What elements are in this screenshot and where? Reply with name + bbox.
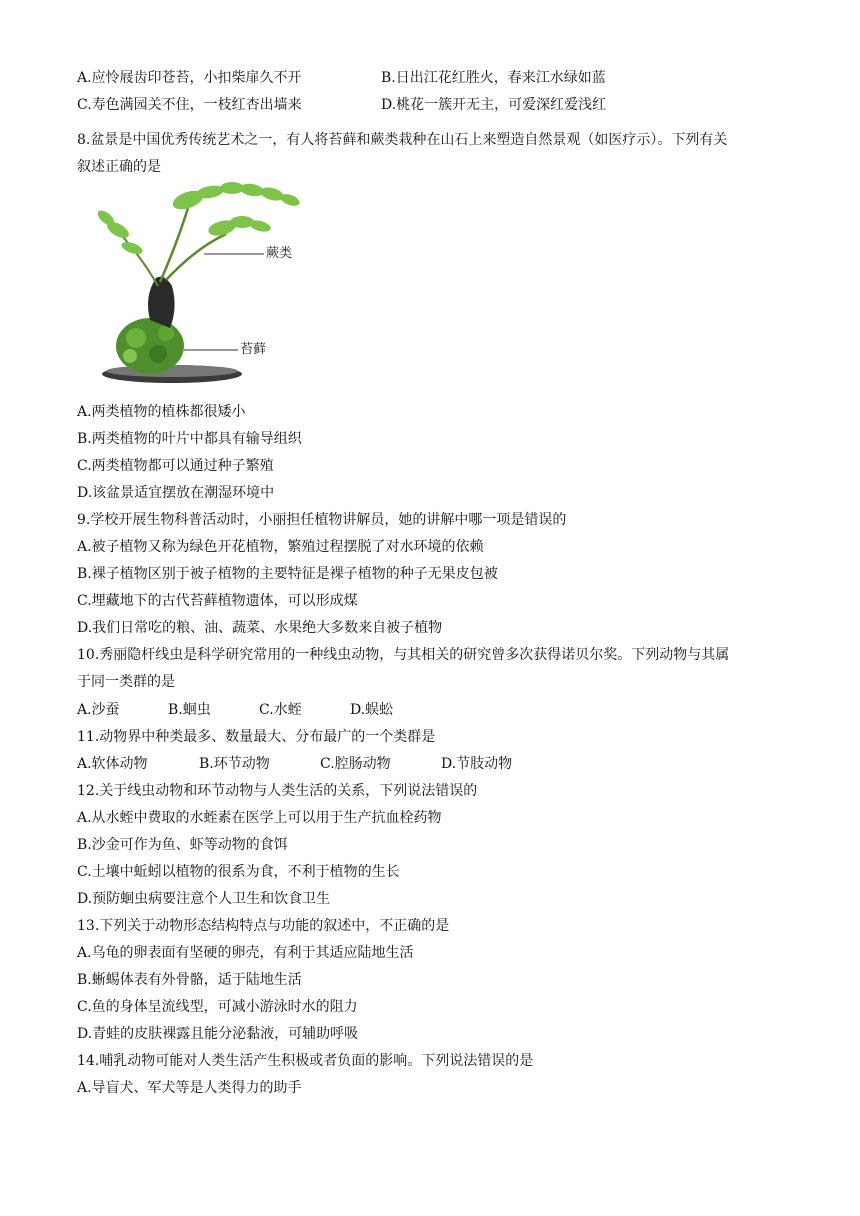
q13-option-c: C.鱼的身体呈流线型，可减小游泳时水的阻力	[77, 999, 358, 1015]
q11-stem: 11.动物界中种类最多、数量最大、分布最广的一个类群是	[77, 729, 436, 745]
q11-option-a: A.软体动物	[77, 756, 148, 772]
q12-option-d: D.预防蛔虫病要注意个人卫生和饮食卫生	[77, 891, 331, 907]
q9-option-c: C.埋藏地下的古代苔藓植物遗体，可以形成煤	[77, 593, 358, 609]
q12-stem: 12.关于线虫动物和环节动物与人类生活的关系，下列说法错误的	[77, 783, 478, 799]
bonsai-illustration	[92, 178, 312, 390]
q8-option-a: A.两类植物的植株都很矮小	[77, 404, 246, 420]
q10-stem-line1: 10.秀丽隐杆线虫是科学研究常用的一种线虫动物，与其相关的研究曾多次获得诺贝尔奖。下列动物与其属	[77, 647, 730, 663]
q9-option-b: B.裸子植物区别于被子植物的主要特征是裸子植物的种子无果皮包被	[77, 566, 498, 582]
q7-option-d: D.桃花一簇开无主，可爱深红爱浅红	[381, 97, 607, 113]
q11-option-d: D.节肢动物	[441, 756, 513, 772]
q13-option-b: B.蜥蜴体表有外骨骼，适于陆地生活	[77, 972, 302, 988]
q7-option-c: C.寿色满园关不住，一枝红杏出墙来	[77, 97, 302, 113]
q13-stem: 13.下列关于动物形态结构特点与功能的叙述中，不正确的是	[77, 918, 450, 934]
q9-option-d: D.我们日常吃的粮、油、蔬菜、水果绝大多数来自被子植物	[77, 620, 443, 636]
q8-option-b: B.两类植物的叶片中都具有输导组织	[77, 431, 302, 447]
q12-option-b: B.沙金可作为鱼、虾等动物的食饵	[77, 837, 288, 853]
q14-stem: 14.哺乳动物可能对人类生活产生积极或者负面的影响。下列说法错误的是	[77, 1053, 534, 1069]
q11-option-b: B.环节动物	[199, 756, 270, 772]
q14-option-a: A.导盲犬、军犬等是人类得力的助手	[77, 1080, 302, 1096]
q8-stem-line1: 8.盆景是中国优秀传统艺术之一，有人将苔藓和蕨类栽种在山石上来塑造自然景观（如医疗示）。下列有关	[77, 132, 728, 148]
q9-stem: 9.学校开展生物科普活动时，小丽担任植物讲解员，她的讲解中哪一项是错误的	[77, 512, 567, 528]
q11-option-c: C.腔肠动物	[320, 756, 391, 772]
q10-option-c: C.水蛭	[259, 702, 302, 718]
q13-option-d: D.青蛙的皮肤裸露且能分泌黏液，可辅助呼吸	[77, 1026, 359, 1042]
q8-stem-line2: 叙述正确的是	[77, 159, 161, 175]
q7-option-b: B.日出江花红胜火，春来江水绿如蓝	[381, 70, 606, 86]
q13-option-a: A.乌龟的卵表面有坚硬的卵壳，有利于其适应陆地生活	[77, 945, 414, 961]
q8-option-d: D.该盆景适宜摆放在潮湿环境中	[77, 485, 275, 501]
q12-option-c: C.土壤中蚯蚓以植物的很系为食，不利于植物的生长	[77, 864, 400, 880]
q8-option-c: C.两类植物都可以通过种子繁殖	[77, 458, 274, 474]
q9-option-a: A.被子植物又称为绿色开花植物，繁殖过程摆脱了对水环境的依赖	[77, 539, 484, 555]
moss-label: 苔藓	[240, 342, 267, 357]
bonsai-figure	[92, 178, 312, 390]
fern-label: 蕨类	[266, 246, 293, 261]
q7-option-a: A.应怜屐齿印苍苔，小扣柴扉久不开	[77, 70, 302, 86]
q10-stem-line2: 于同一类群的是	[77, 674, 175, 690]
q10-option-d: D.蜈蚣	[350, 702, 394, 718]
q12-option-a: A.从水蛭中费取的水蛭素在医学上可以用于生产抗血栓药物	[77, 810, 442, 826]
q10-option-b: B.蛔虫	[168, 702, 211, 718]
q10-option-a: A.沙蚕	[77, 702, 120, 718]
